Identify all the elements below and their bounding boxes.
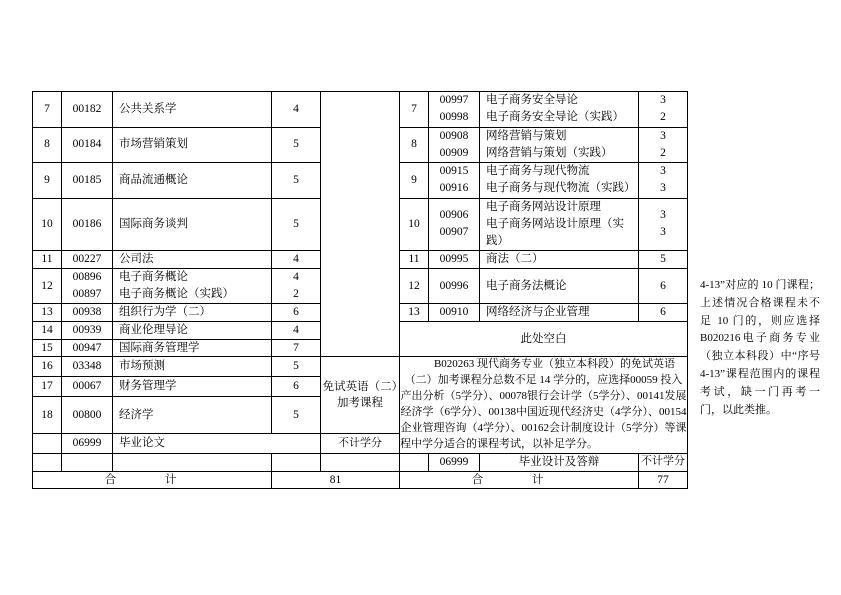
right-row-code-line2: 00916: [439, 182, 469, 195]
table-row: [33, 92, 749, 128]
left-row-no: 14: [33, 322, 62, 340]
right-thesis-credit: 不计学分: [639, 454, 688, 472]
left-row-credit: 7: [272, 339, 321, 357]
table-row: [33, 454, 749, 472]
total-label-right: 合 计: [400, 471, 639, 489]
right-row-credit: 6: [639, 304, 688, 322]
right-row-name: 电子商务法概论: [480, 268, 639, 304]
right-row-code-line2: 00998: [439, 111, 469, 124]
right-row-code-line1: 00915: [439, 165, 469, 177]
left-row-name: 毕业论文: [113, 434, 321, 454]
right-row-code-line1: 00997: [439, 94, 469, 106]
right-row-name: [480, 127, 639, 163]
left-spacer-exempt: [321, 454, 400, 472]
left-row-name: [113, 268, 272, 304]
right-row-code: [429, 127, 480, 163]
right-row-credit-line1: 3: [660, 165, 666, 177]
right-row-credit: 6: [639, 268, 688, 304]
right-row-name-line2: 电子商务安全导论（实践）: [486, 111, 624, 124]
left-row-no: 9: [33, 163, 62, 199]
left-row-code: 00939: [62, 322, 113, 340]
left-row-name: 财务管理学: [113, 377, 272, 397]
margin-note-text: 4-13”对应的 10 门课程；上述情况合格课程未不足 10 门的，则应选择B020216电子商务专业（独立本科段）中“序号 4-13”课程范围内的课程考试，缺一门再考一门，以此类推。: [700, 279, 820, 416]
left-row-credit: [272, 268, 321, 304]
left-row-no: 15: [33, 339, 62, 357]
table-row: [33, 357, 749, 377]
left-row-code-line2: 00897: [72, 288, 102, 301]
left-row-code: 00938: [62, 304, 113, 322]
left-spacer-no: [33, 454, 62, 472]
right-thesis-name: 毕业设计及答辩: [480, 454, 639, 472]
left-row-code: 00184: [62, 127, 113, 163]
exempt-english-label: [321, 357, 400, 434]
right-row-no: 13: [400, 304, 429, 322]
right-row-code-line2: 00907: [439, 226, 469, 239]
left-row-no: 7: [33, 92, 62, 128]
left-spacer-code: [62, 454, 113, 472]
right-row-code-line1: 00908: [439, 129, 469, 142]
left-row-code: 00185: [62, 163, 113, 199]
right-row-code: 00995: [429, 251, 480, 269]
right-row-credit: 5: [639, 251, 688, 269]
right-paragraph-note: [400, 357, 688, 454]
left-row-code: 00182: [62, 92, 113, 128]
right-row-name: [480, 163, 639, 199]
right-row-name: 商法（二）: [480, 251, 639, 269]
left-row-credit: 5: [272, 163, 321, 199]
right-row-no: 7: [400, 92, 429, 128]
left-row-credit: 5: [272, 357, 321, 377]
left-row-credit: 5: [272, 396, 321, 434]
left-row-name: 经济学: [113, 396, 272, 434]
right-row-credit-line2: 3: [660, 226, 666, 239]
left-row-name: 商品流通概论: [113, 163, 272, 199]
total-value-left: 81: [272, 471, 400, 489]
left-row-code: 00067: [62, 377, 113, 397]
left-row-no: 8: [33, 127, 62, 163]
right-row-name: [480, 198, 639, 251]
right-row-name-line2: 网络营销与策划（实践）: [486, 146, 613, 159]
right-row-code: 00910: [429, 304, 480, 322]
right-row-credit-line2: 2: [660, 111, 666, 124]
right-row-no: 10: [400, 198, 429, 251]
right-thesis-code: 06999: [429, 454, 480, 472]
left-row-name: 组织行为学（二）: [113, 304, 272, 322]
left-row-credit: 6: [272, 304, 321, 322]
right-row-credit: [639, 127, 688, 163]
left-row-name: 商业伦理导论: [113, 322, 272, 340]
right-row-credit-line1: 3: [660, 209, 666, 222]
right-row-no: 11: [400, 251, 429, 269]
right-row-credit-line1: 3: [660, 94, 666, 106]
right-row-code: [429, 198, 480, 251]
left-row-credit-line2: 2: [293, 288, 299, 301]
total-label-left: 合 计: [33, 471, 272, 489]
course-plan-table: [32, 91, 748, 489]
left-row-code: 03348: [62, 357, 113, 377]
right-row-name-line1: 网络营销与策划: [486, 129, 567, 142]
left-row-no: 11: [33, 251, 62, 269]
left-row-no: 16: [33, 357, 62, 377]
right-row-code: [429, 92, 480, 128]
left-row-code: 00800: [62, 396, 113, 434]
left-row-name: 公司法: [113, 251, 272, 269]
left-row-name: 市场营销策划: [113, 127, 272, 163]
right-paragraph-text: B020263 现代商务专业（独立本科段）的免试英语（二）加考课程分总数不足 14 学分的，应选择00059 投入产出分析（5学分）、00078银行会计学（5学分）、00141发展经济学（6学分）、00138中国近现代经济史（4学分）、00154企业管理咨询（4学分）、00162会计制度设计（5学分）等课程中学分适合的课程考试，以补足学分。: [400, 358, 687, 451]
exempt-english-label-text: 免试英语（二）加考课程: [322, 380, 398, 410]
left-row-no: 17: [33, 377, 62, 397]
right-row-code: [429, 163, 480, 199]
left-row-code: 00186: [62, 198, 113, 251]
left-row-name: 市场预测: [113, 357, 272, 377]
left-row-no: 18: [33, 396, 62, 434]
right-row-credit: [639, 92, 688, 128]
left-row-code-line1: 00896: [72, 270, 102, 283]
right-row-name-line1: 电子商务与现代物流: [486, 165, 590, 177]
left-row-no: [33, 434, 62, 454]
left-row-no: 10: [33, 198, 62, 251]
right-row-code-line2: 00909: [439, 146, 469, 159]
left-row-credit: 4: [272, 92, 321, 128]
right-row-credit-line1: 3: [660, 129, 666, 142]
left-row-no: 13: [33, 304, 62, 322]
right-row-name: [480, 92, 639, 128]
right-row-credit-line2: 3: [660, 182, 666, 195]
left-row-credit: 6: [272, 377, 321, 397]
left-row-credit: 5: [272, 198, 321, 251]
left-row-credit: 5: [272, 127, 321, 163]
left-spacer-credit: [272, 454, 321, 472]
left-row-name-line2: 电子商务概论（实践）: [119, 288, 234, 301]
right-row-name: 网络经济与企业管理: [480, 304, 639, 322]
left-row-code: 00227: [62, 251, 113, 269]
right-row-no: 9: [400, 163, 429, 199]
left-row-name: 公共关系学: [113, 92, 272, 128]
left-exempt-spacer: [321, 92, 400, 357]
right-row-code: 00996: [429, 268, 480, 304]
left-row-no: 12: [33, 268, 62, 304]
margin-note: [700, 277, 820, 420]
left-row-name: 国际商务管理学: [113, 339, 272, 357]
right-row-credit-line2: 2: [660, 146, 666, 159]
left-row-code: 06999: [62, 434, 113, 454]
right-thesis-no: [400, 454, 429, 472]
left-row-code: [62, 268, 113, 304]
right-row-name-line2: 电子商务与现代物流（实践）: [486, 182, 636, 195]
left-row-credit: 4: [272, 322, 321, 340]
right-row-name-line1: 电子商务网站设计原理: [486, 200, 601, 213]
left-row-code: 00947: [62, 339, 113, 357]
right-row-name-line1: 电子商务安全导论: [486, 94, 578, 106]
table-row-totals: [33, 471, 749, 489]
left-spacer-name: [113, 454, 272, 472]
right-row-credit: [639, 198, 688, 251]
left-row-credit: 不计学分: [321, 434, 400, 454]
right-row-code-line1: 00906: [439, 209, 469, 222]
left-row-name: 国际商务谈判: [113, 198, 272, 251]
right-row-name-line2: 电子商务网站设计原理（实践）: [486, 217, 624, 247]
left-row-name-line1: 电子商务概论: [119, 270, 188, 283]
left-row-credit-line1: 4: [293, 270, 299, 283]
total-value-right: 77: [639, 471, 688, 489]
right-row-no: 12: [400, 268, 429, 304]
right-blank-cell: 此处空白: [400, 322, 688, 357]
right-row-no: 8: [400, 127, 429, 163]
right-row-credit: [639, 163, 688, 199]
left-row-credit: 4: [272, 251, 321, 269]
